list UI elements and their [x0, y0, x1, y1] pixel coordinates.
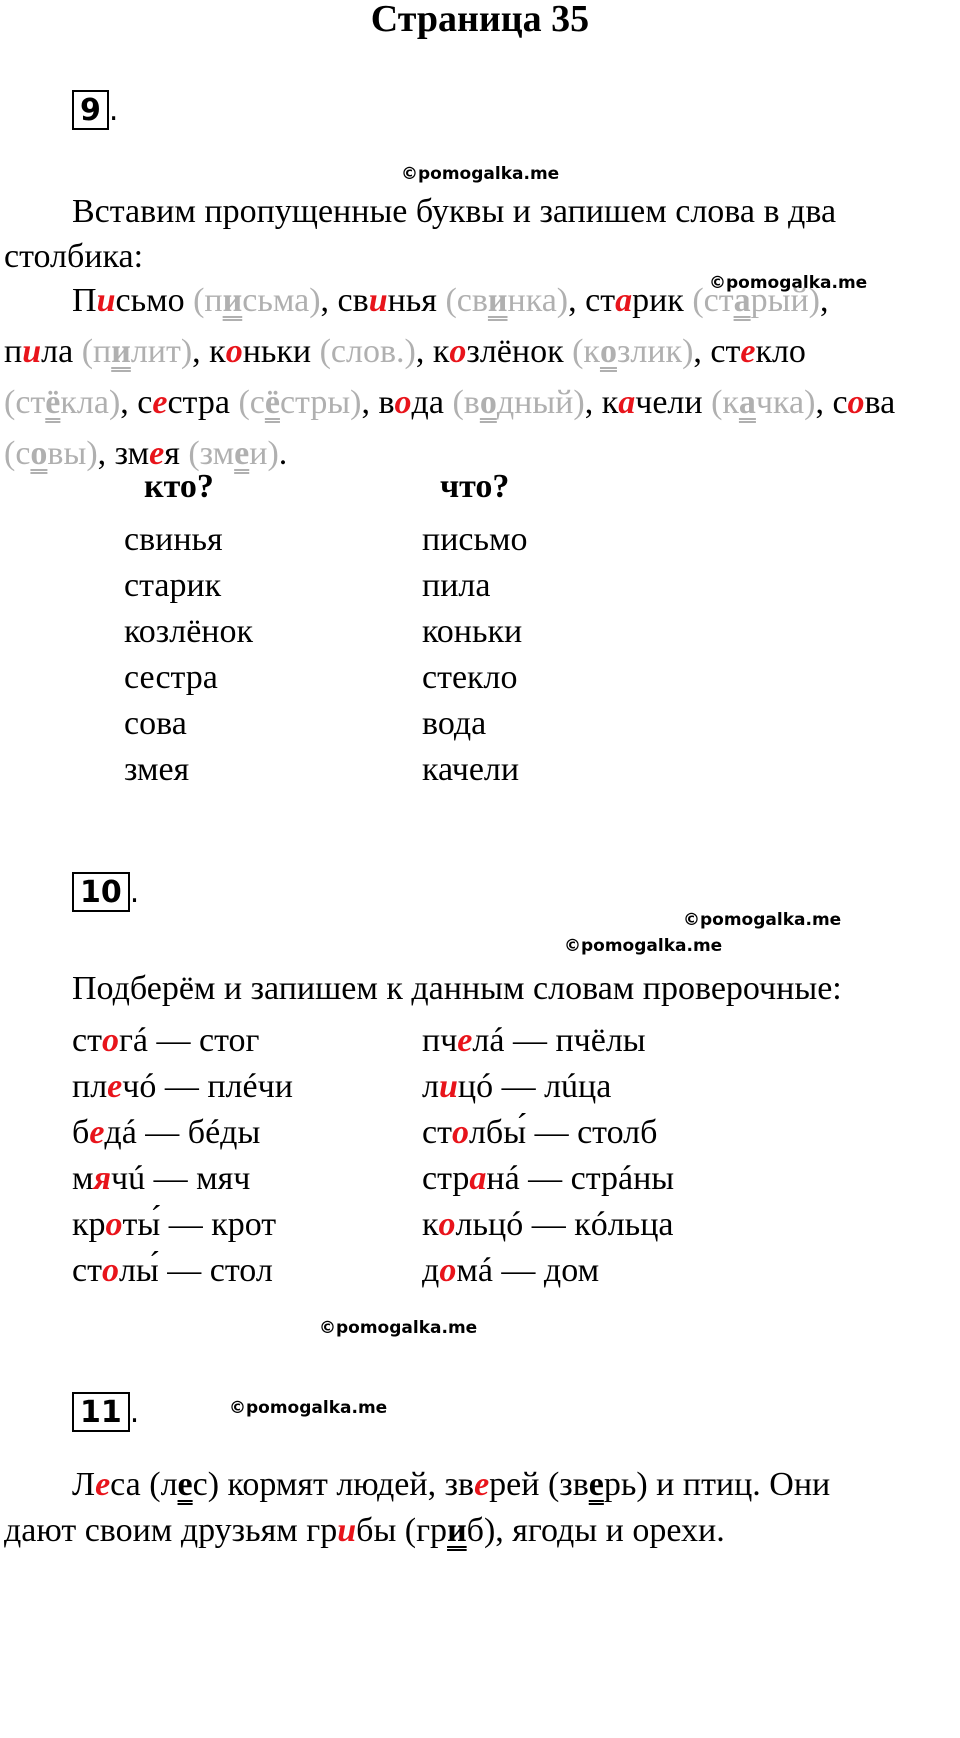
inserted-letter: е [107, 1068, 123, 1105]
text-segment: льцó — кóльца [455, 1206, 674, 1243]
text-segment: П [72, 282, 97, 319]
inserted-letter: е [152, 384, 168, 421]
inserted-letter: о [105, 1206, 123, 1243]
inserted-letter: е [89, 1114, 105, 1151]
inserted-letter: о [847, 384, 865, 421]
text-segment: , [819, 282, 829, 319]
check-letter: е [234, 435, 250, 472]
word-item: письмо [422, 521, 528, 558]
task-10-intro: Подберём и запишем к данным словам проверочные: [72, 970, 842, 1007]
text-segment: л [422, 1068, 439, 1105]
text-segment: , в [361, 384, 395, 421]
word-item: пила [422, 567, 491, 604]
word-item: свинья [124, 521, 223, 558]
watermark: ©pomogalka.me [319, 1318, 478, 1338]
word-pair [422, 1064, 674, 1110]
text-segment: , с [815, 384, 848, 421]
hint-text: лит) [130, 333, 193, 370]
text-segment: я [164, 435, 189, 472]
task-number-box: 10 [72, 872, 130, 912]
check-letter: о [479, 384, 497, 421]
word-pair [422, 1202, 674, 1248]
task-11-paragraph [4, 1462, 956, 1554]
word-pair [72, 1064, 293, 1110]
word-pair [72, 1202, 293, 1248]
text-segment: лá — пчёлы [472, 1022, 646, 1059]
inserted-letter: и [438, 1068, 458, 1105]
word-item: качели [422, 751, 520, 788]
column-header-kto: кто? [144, 468, 214, 505]
inserted-letter: о [101, 1022, 119, 1059]
text-segment: мá — дом [456, 1252, 600, 1289]
word-item: коньки [422, 613, 523, 650]
check-letter: и [487, 282, 508, 319]
text-segment: лбы́ — столб [468, 1114, 658, 1151]
inserted-letter: о [101, 1252, 119, 1289]
word-pair [72, 1248, 293, 1294]
text-segment: пч [422, 1022, 458, 1059]
text-segment: ты́ — крот [122, 1206, 277, 1243]
text-segment: пл [72, 1068, 108, 1105]
inserted-letter: а [618, 384, 636, 421]
watermark: ©pomogalka.me [229, 1398, 388, 1418]
hint-text: (св [445, 282, 488, 319]
text-segment: , к [415, 333, 450, 370]
inserted-letter: и [368, 282, 388, 319]
text-segment: нá — стрáны [486, 1160, 675, 1197]
text-segment: цó — лúца [457, 1068, 612, 1105]
task-9-intro-cont: столбика: [4, 238, 144, 275]
text-segment: нья [387, 282, 446, 319]
inserted-letter: о [225, 333, 243, 370]
inserted-letter: е [95, 1466, 111, 1503]
text-segment: кр [72, 1206, 106, 1243]
text-segment: , зм [97, 435, 150, 472]
text-segment: ва [864, 384, 896, 421]
word-item: змея [124, 751, 190, 788]
text-segment: злёнок [466, 333, 573, 370]
text-segment: д [422, 1252, 440, 1289]
text-segment: б [72, 1114, 90, 1151]
text-segment: м [72, 1160, 94, 1197]
hint-text: (к [572, 333, 600, 370]
task-9-number: 9 . [72, 90, 118, 130]
text-segment: ст [72, 1252, 102, 1289]
text-segment: с) кормят людей, зв [192, 1466, 475, 1503]
text-segment: кло [755, 333, 806, 370]
task-9-intro: Вставим пропущенные буквы и запишем слова в два [72, 193, 837, 230]
watermark: ©pomogalka.me [564, 936, 723, 956]
text-segment: , к [584, 384, 619, 421]
page-title: Страница 35 [370, 0, 590, 40]
word-item: вода [422, 705, 487, 742]
text-segment: дают своим друзьям гр [4, 1512, 338, 1549]
hint-text: вы) [47, 435, 98, 472]
text-segment: к [422, 1206, 439, 1243]
text-segment: ст [422, 1114, 452, 1151]
text-segment: стра [167, 384, 239, 421]
hint-text: (п [81, 333, 112, 370]
text-segment: ла [41, 333, 82, 370]
column-chto-list [422, 517, 528, 793]
check-letter: и [222, 282, 243, 319]
text-segment: , ст [568, 282, 616, 319]
hint-text: (ст [4, 384, 46, 421]
word-pair [72, 1110, 293, 1156]
hint-text: злик) [616, 333, 694, 370]
inserted-letter: е [149, 435, 165, 472]
text-segment: ст [72, 1022, 102, 1059]
inserted-letter: е [457, 1022, 473, 1059]
hint-text: стры) [279, 384, 362, 421]
hint-text: (к [711, 384, 739, 421]
text-segment: рик [632, 282, 693, 319]
check-letter: о [599, 333, 617, 370]
hint-text: дный) [496, 384, 585, 421]
text-segment: дá — бéды [104, 1114, 261, 1151]
text-segment: сьмо [115, 282, 194, 319]
hint-text: (п [193, 282, 223, 319]
inserted-letter: е [740, 333, 756, 370]
paragraph-line [4, 377, 956, 428]
text-segment: Л [72, 1466, 96, 1503]
text-segment: . [278, 435, 288, 472]
inserted-letter: о [394, 384, 412, 421]
check-letter: и [111, 333, 131, 370]
task-number-box: 11 [72, 1392, 130, 1432]
hint-text: и) [249, 435, 279, 472]
hint-text: нка) [507, 282, 569, 319]
text-segment: да [411, 384, 453, 421]
task-10-left-column [72, 1018, 293, 1294]
watermark: ©pomogalka.me [401, 164, 560, 184]
inserted-letter: а [469, 1160, 487, 1197]
hint-text: кла) [60, 384, 121, 421]
text-segment: гá — стог [118, 1022, 260, 1059]
text-segment: рь) и птиц. Они [603, 1466, 831, 1503]
paragraph-line [4, 1508, 956, 1554]
text-segment: чó — плéчи [122, 1068, 293, 1105]
word-item: сова [124, 705, 187, 742]
hint-text: (с [238, 384, 265, 421]
task-10-number: 10 . [72, 872, 139, 912]
task-9-words-paragraph [4, 275, 956, 479]
inserted-letter: я [93, 1160, 112, 1197]
text-segment: п [4, 333, 23, 370]
word-pair [422, 1018, 674, 1064]
check-letter: и [447, 1512, 467, 1549]
text-segment: , св [320, 282, 369, 319]
hint-text: (слов.) [319, 333, 416, 370]
word-pair [72, 1156, 293, 1202]
word-pair [422, 1156, 674, 1202]
text-segment: ньки [242, 333, 320, 370]
inserted-letter: о [439, 1252, 457, 1289]
check-letter: ё [264, 384, 280, 421]
check-letter: ё [45, 384, 61, 421]
hint-text: (ст [692, 282, 734, 319]
hint-text: (зм [188, 435, 235, 472]
inserted-letter: и [96, 282, 116, 319]
text-segment: лы́ — стол [118, 1252, 273, 1289]
word-item: стекло [422, 659, 518, 696]
text-segment: стр [422, 1160, 470, 1197]
paragraph-line [4, 275, 956, 326]
inserted-letter: е [474, 1466, 490, 1503]
text-segment: са (л [110, 1466, 178, 1503]
inserted-letter: о [438, 1206, 456, 1243]
word-item: сестра [124, 659, 218, 696]
text-segment: бы (гр [356, 1512, 448, 1549]
inserted-letter: о [449, 333, 467, 370]
check-letter: а [733, 282, 751, 319]
hint-text: (с [4, 435, 31, 472]
column-kto-list [124, 517, 253, 793]
hint-text: сьма) [242, 282, 321, 319]
watermark: ©pomogalka.me [683, 910, 842, 930]
word-pair [72, 1018, 293, 1064]
text-segment: , с [120, 384, 153, 421]
paragraph-line [4, 326, 956, 377]
watermark: ©pomogalka.me [709, 273, 868, 293]
check-letter: о [30, 435, 48, 472]
task-number-box: 9 [72, 90, 109, 130]
hint-text: (в [452, 384, 480, 421]
word-pair [422, 1110, 674, 1156]
inserted-letter: о [451, 1114, 469, 1151]
text-segment: чели [635, 384, 712, 421]
task-10-right-column [422, 1018, 674, 1294]
hint-text: рый) [750, 282, 820, 319]
text-segment: , ст [693, 333, 741, 370]
word-item: старик [124, 567, 222, 604]
check-letter: а [738, 384, 756, 421]
inserted-letter: и [337, 1512, 357, 1549]
inserted-letter: а [615, 282, 633, 319]
text-segment: б), ягоды и орехи. [466, 1512, 725, 1549]
word-pair [422, 1248, 674, 1294]
check-letter: е [588, 1466, 604, 1503]
word-item: козлёнок [124, 613, 253, 650]
task-11-number: 11 . [72, 1392, 139, 1432]
paragraph-line [4, 1462, 956, 1508]
column-header-chto: что? [440, 468, 510, 505]
check-letter: е [177, 1466, 193, 1503]
text-segment: рей (зв [489, 1466, 589, 1503]
inserted-letter: и [22, 333, 42, 370]
hint-text: чка) [755, 384, 816, 421]
text-segment: чú — мяч [111, 1160, 251, 1197]
text-segment: , к [192, 333, 226, 370]
